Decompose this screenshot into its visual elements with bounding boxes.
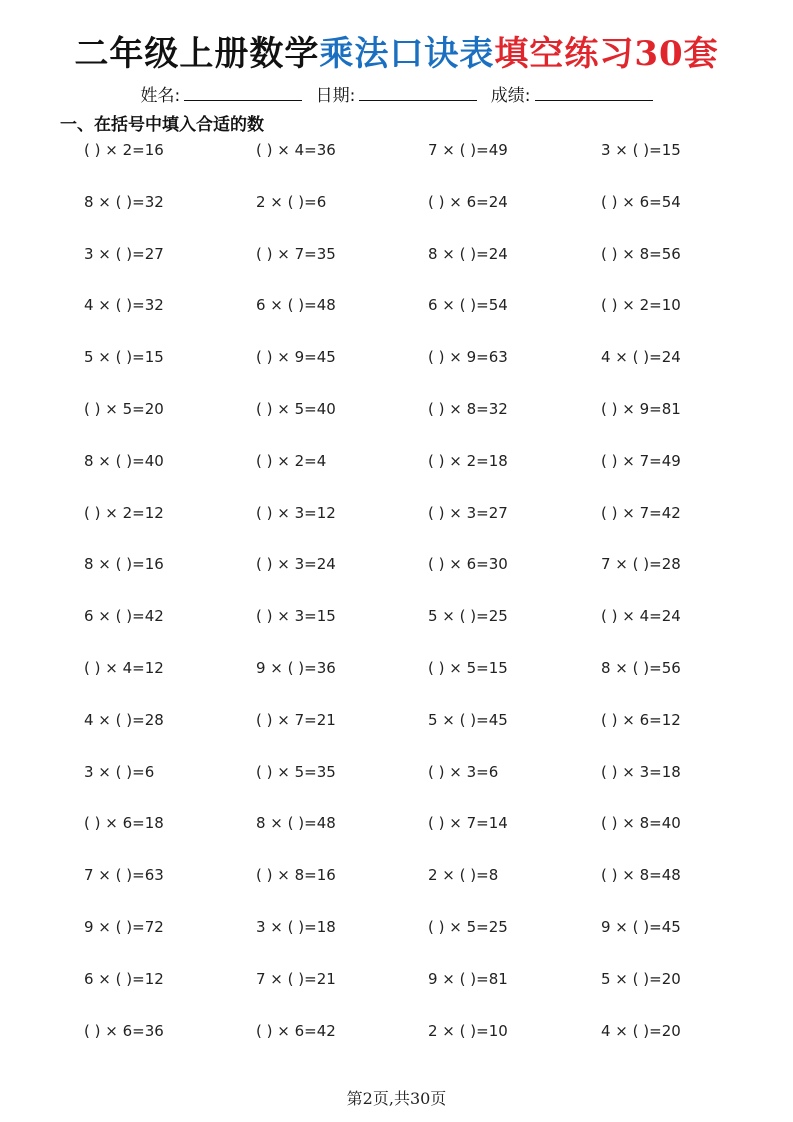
exercise-item[interactable]: 3 × ( )=6 xyxy=(84,763,155,781)
exercise-item[interactable]: ( ) × 6=12 xyxy=(601,711,681,729)
exercise-item[interactable]: 6 × ( )=12 xyxy=(84,970,164,988)
exercise-item[interactable]: 9 × ( )=45 xyxy=(601,918,681,936)
exercise-item[interactable]: ( ) × 8=32 xyxy=(428,400,508,418)
exercise-row xyxy=(0,863,793,887)
exercise-row xyxy=(0,449,793,473)
exercise-item[interactable]: 6 × ( )=54 xyxy=(428,296,508,314)
exercise-item[interactable]: ( ) × 7=14 xyxy=(428,814,508,832)
exercise-item[interactable]: 6 × ( )=48 xyxy=(256,296,336,314)
score-label: 成绩: xyxy=(490,86,531,106)
exercise-item[interactable]: ( ) × 3=12 xyxy=(256,504,336,522)
exercise-item[interactable]: ( ) × 8=40 xyxy=(601,814,681,832)
exercise-item[interactable]: ( ) × 3=18 xyxy=(601,763,681,781)
exercise-item[interactable]: 4 × ( )=24 xyxy=(601,348,681,366)
exercise-item[interactable]: 5 × ( )=25 xyxy=(428,607,508,625)
exercise-item[interactable]: ( ) × 4=36 xyxy=(256,141,336,159)
exercise-item[interactable]: 3 × ( )=15 xyxy=(601,141,681,159)
exercise-item[interactable]: 4 × ( )=20 xyxy=(601,1022,681,1040)
exercise-item[interactable]: 5 × ( )=45 xyxy=(428,711,508,729)
exercise-item[interactable]: 7 × ( )=28 xyxy=(601,555,681,573)
exercise-item[interactable]: 6 × ( )=42 xyxy=(84,607,164,625)
name-label: 姓名: xyxy=(140,86,181,106)
exercise-item[interactable]: 8 × ( )=48 xyxy=(256,814,336,832)
exercise-item[interactable]: ( ) × 6=42 xyxy=(256,1022,336,1040)
exercise-item[interactable]: ( ) × 8=48 xyxy=(601,866,681,884)
exercise-item[interactable]: 9 × ( )=81 xyxy=(428,970,508,988)
exercise-item[interactable]: 7 × ( )=63 xyxy=(84,866,164,884)
exercise-item[interactable]: ( ) × 9=63 xyxy=(428,348,508,366)
exercise-item[interactable]: ( ) × 4=24 xyxy=(601,607,681,625)
exercise-item[interactable]: 8 × ( )=32 xyxy=(84,193,164,211)
exercise-item[interactable]: ( ) × 3=24 xyxy=(256,555,336,573)
name-blank[interactable] xyxy=(184,84,302,101)
exercise-item[interactable]: 4 × ( )=28 xyxy=(84,711,164,729)
exercise-item[interactable]: 5 × ( )=20 xyxy=(601,970,681,988)
exercise-row xyxy=(0,293,793,317)
exercise-item[interactable]: ( ) × 7=21 xyxy=(256,711,336,729)
exercise-item[interactable]: ( ) × 9=81 xyxy=(601,400,681,418)
exercise-item[interactable]: ( ) × 5=35 xyxy=(256,763,336,781)
exercise-row xyxy=(0,656,793,680)
exercise-item[interactable]: 9 × ( )=72 xyxy=(84,918,164,936)
exercise-item[interactable]: ( ) × 6=24 xyxy=(428,193,508,211)
exercise-item[interactable]: ( ) × 3=15 xyxy=(256,607,336,625)
exercise-item[interactable]: 5 × ( )=15 xyxy=(84,348,164,366)
exercise-item[interactable]: ( ) × 8=56 xyxy=(601,245,681,263)
exercise-item[interactable]: ( ) × 8=16 xyxy=(256,866,336,884)
exercise-item[interactable]: ( ) × 3=27 xyxy=(428,504,508,522)
exercise-item[interactable]: ( ) × 3=6 xyxy=(428,763,499,781)
exercise-item[interactable]: ( ) × 6=54 xyxy=(601,193,681,211)
title-part-table: 乘法口诀表 xyxy=(319,34,495,74)
exercise-row xyxy=(0,501,793,525)
title-part-practice: 填空练习30套 xyxy=(494,34,719,74)
exercise-item[interactable]: ( ) × 5=25 xyxy=(428,918,508,936)
student-info-line xyxy=(0,81,793,106)
exercise-item[interactable]: ( ) × 6=30 xyxy=(428,555,508,573)
exercise-item[interactable]: 8 × ( )=24 xyxy=(428,245,508,263)
exercise-row xyxy=(0,397,793,421)
exercise-row xyxy=(0,242,793,266)
exercise-row xyxy=(0,604,793,628)
exercise-row xyxy=(0,138,793,162)
exercise-item[interactable]: ( ) × 6=36 xyxy=(84,1022,164,1040)
page-title xyxy=(0,26,793,75)
exercise-row xyxy=(0,760,793,784)
exercise-item[interactable]: 2 × ( )=10 xyxy=(428,1022,508,1040)
exercise-row xyxy=(0,190,793,214)
score-blank[interactable] xyxy=(535,84,653,101)
exercise-item[interactable]: 2 × ( )=8 xyxy=(428,866,499,884)
section-heading: 一、在括号中填入合适的数 xyxy=(60,115,264,135)
exercise-row xyxy=(0,708,793,732)
exercise-row xyxy=(0,345,793,369)
exercise-row xyxy=(0,811,793,835)
exercise-row xyxy=(0,967,793,991)
exercise-item[interactable]: 4 × ( )=32 xyxy=(84,296,164,314)
exercise-item[interactable]: 8 × ( )=56 xyxy=(601,659,681,677)
exercise-item[interactable]: 7 × ( )=49 xyxy=(428,141,508,159)
exercise-item[interactable]: ( ) × 2=16 xyxy=(84,141,164,159)
date-blank[interactable] xyxy=(359,84,477,101)
exercise-item[interactable]: ( ) × 2=4 xyxy=(256,452,327,470)
exercise-item[interactable]: ( ) × 4=12 xyxy=(84,659,164,677)
exercise-item[interactable]: ( ) × 5=40 xyxy=(256,400,336,418)
exercise-item[interactable]: 3 × ( )=18 xyxy=(256,918,336,936)
exercise-item[interactable]: 8 × ( )=40 xyxy=(84,452,164,470)
exercise-item[interactable]: ( ) × 7=35 xyxy=(256,245,336,263)
exercise-item[interactable]: ( ) × 9=45 xyxy=(256,348,336,366)
exercise-item[interactable]: 7 × ( )=21 xyxy=(256,970,336,988)
exercise-item[interactable]: 2 × ( )=6 xyxy=(256,193,327,211)
exercise-item[interactable]: ( ) × 2=18 xyxy=(428,452,508,470)
exercise-item[interactable]: 9 × ( )=36 xyxy=(256,659,336,677)
exercise-item[interactable]: ( ) × 6=18 xyxy=(84,814,164,832)
exercise-row xyxy=(0,1019,793,1043)
exercise-item[interactable]: ( ) × 2=12 xyxy=(84,504,164,522)
exercise-row xyxy=(0,552,793,576)
exercise-item[interactable]: ( ) × 5=15 xyxy=(428,659,508,677)
exercise-item[interactable]: 3 × ( )=27 xyxy=(84,245,164,263)
exercise-row xyxy=(0,915,793,939)
exercise-item[interactable]: ( ) × 2=10 xyxy=(601,296,681,314)
date-label: 日期: xyxy=(315,86,356,106)
exercise-item[interactable]: ( ) × 7=42 xyxy=(601,504,681,522)
page-number: 第2页,共30页 xyxy=(346,1089,447,1108)
title-part-grade: 二年级上册数学 xyxy=(74,34,320,74)
exercise-item[interactable]: 8 × ( )=16 xyxy=(84,555,164,573)
exercise-item[interactable]: ( ) × 5=20 xyxy=(84,400,164,418)
exercise-item[interactable]: ( ) × 7=49 xyxy=(601,452,681,470)
